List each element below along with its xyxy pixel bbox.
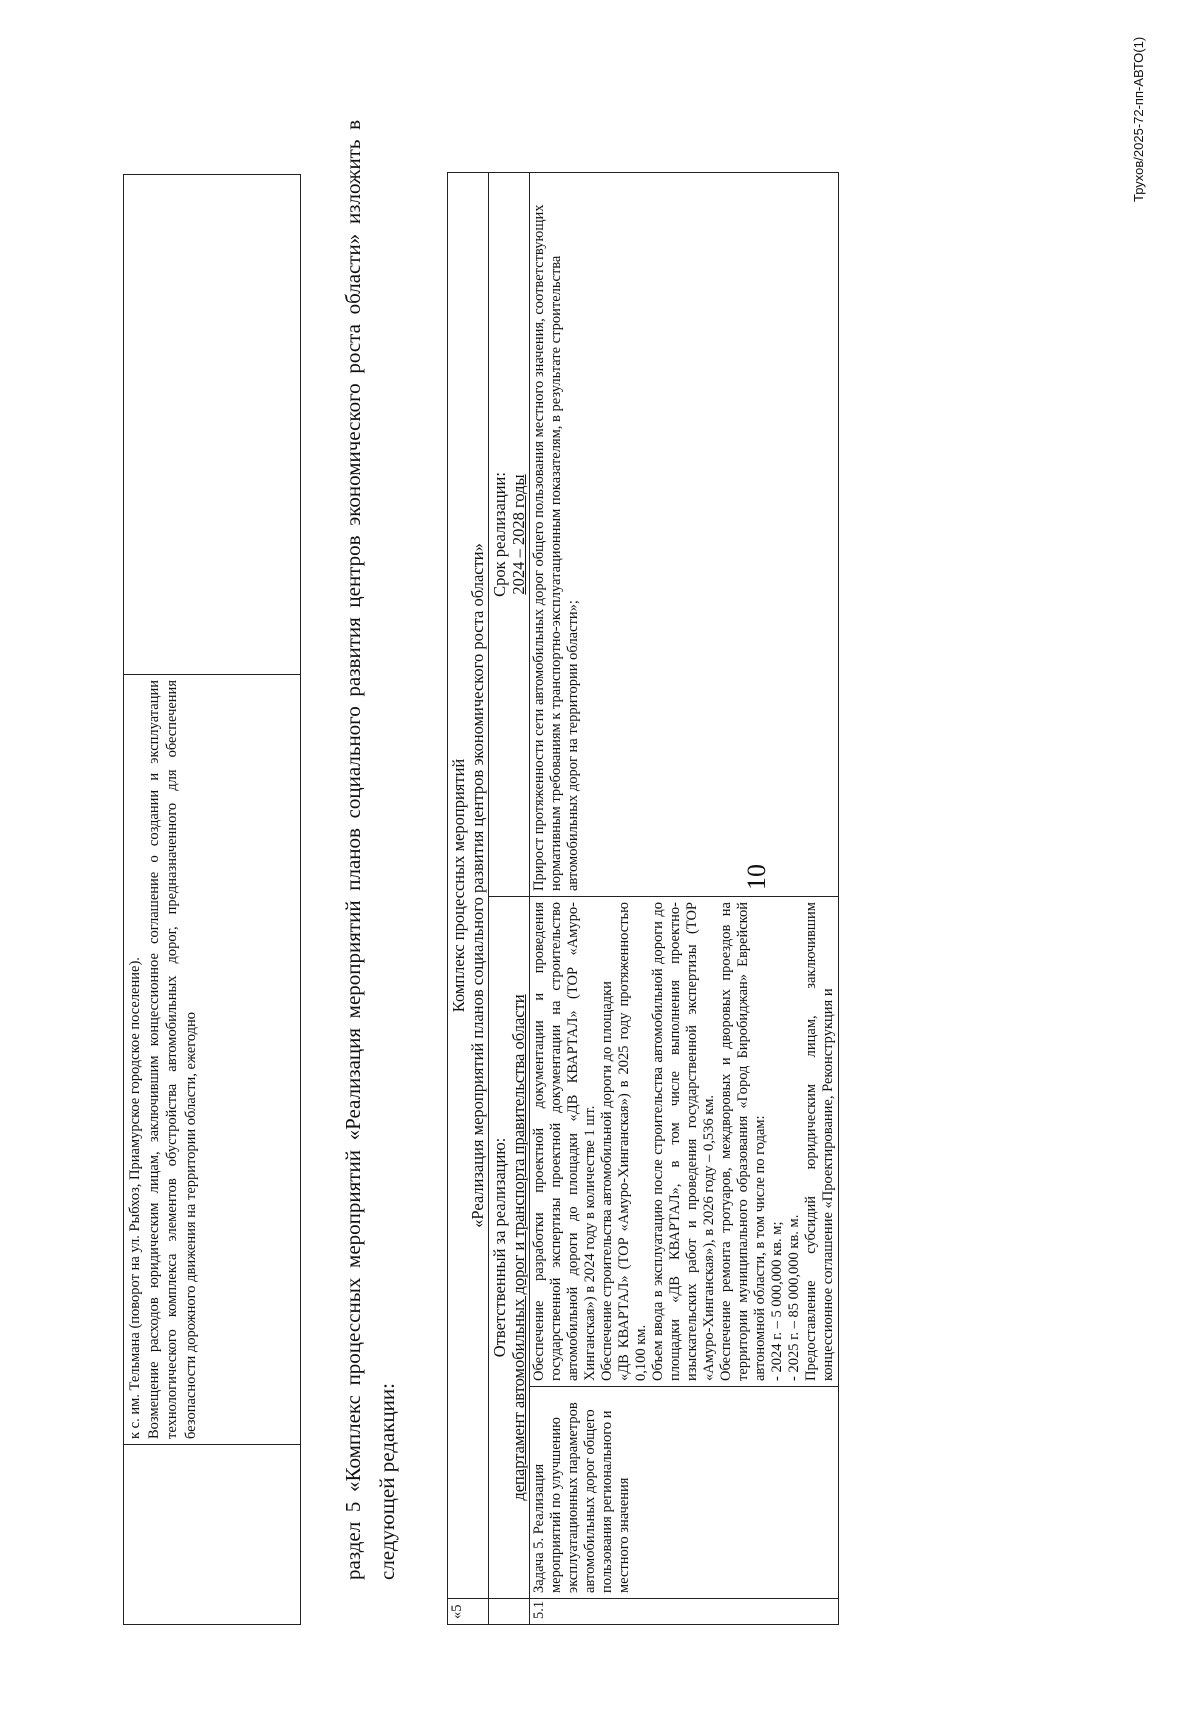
continuation-empty-cell-right [124,175,301,675]
measures-cell [530,897,839,1387]
continuation-table [123,174,301,1625]
section-heading: раздел 5 «Комплекс процессных мероприятий «Реализация мероприятий планов социального развития центров экономического роста области» изложить в следующей редакции: [341,120,399,1580]
continuation-paragraph-1: к с. им. Тельмана (поворот на ул. Рыбхоз, Приамурское городское поселение). [127,957,143,1439]
measure-year-item: - 2025 г. – 85 000,000 кв. м. [786,1214,802,1381]
process-measures-table [447,172,839,1625]
measure-paragraph: Предоставление субсидий юридическим лицам, заключившим концессионное соглашение «Проектирование, Реконструкция и [803,902,836,1381]
row-number-cell: 5.1 [530,1599,839,1625]
task-cell: Задача 5. Реализация мероприятий по улучшению эксплуатационных параметров автомобильных дорог общего пользования регионального и местного значения [530,1387,839,1599]
measure-paragraph: «ДВ КВАРТАЛ» (ТОР «Амуро-Хинганская») в 2025 году протяженностью 0,100 км. [616,902,649,1381]
measure-year-item: - 2024 г. – 5 000,000 кв. м; [769,1221,785,1381]
period-value: 2024 – 2028 годы [509,474,528,595]
continuation-empty-cell-left [124,1445,301,1625]
page-number: 10 [742,864,771,890]
measure-paragraph: Обеспечение разработки проектной документации и проведения государственной экспертизы проектной документации на строительство автомобильной дороги до площадки «ДВ КВАРТАЛ» (ТОР «Амуро-Хинганская») в 2024 году в количестве 1 шт. [531,902,598,1381]
empty-number-cell [489,1599,530,1625]
continuation-text-cell [124,675,301,1445]
quote-mark-cell: «5 [448,1599,489,1625]
table-title-line2: «Реализация мероприятий планов социального развития центров экономического роста области» [468,543,487,1228]
table-title-cell [448,172,489,1598]
responsible-label: Ответственный за реализацию: [490,1137,509,1358]
continuation-paragraph-2: Возмещение расходов юридическим лицам, заключившим концессионное соглашение о создании и эксплуатации технологического комплекса элементов обустройства автомобильных дорог, предназначенного для обеспечения безопасности дорожного движения на территории области, ежегодно [145,680,199,1439]
period-label: Срок реализации: [490,472,509,597]
responsible-value: департамент автомобильных дорог и транспорта правительства области [509,994,528,1501]
footer-document-code: Трухов/2025-72-пп-АВТО(1) [1131,36,1146,202]
measure-paragraph: Обеспечение ремонта тротуаров, междворовых и дворовых проездов на территории муниципального образования «Город Биробиджан» Еврейской автономной области, в том числе по годам: [718,902,768,1381]
responsible-cell [489,897,530,1599]
measure-paragraph: Обеспечение строительства автомобильной дороги до площадки [599,981,615,1381]
result-cell: Прирост протяженности сети автомобильных дорог общего пользования местного значения, соответствующих нормативным требованиям к транспортно-эксплуатационным показателям, в результате строительства автомобильных дорог на территории области»; [530,172,839,896]
period-cell [489,172,530,896]
measure-paragraph: Объем ввода в эксплуатацию после строительства автомобильной дороги до площадки «ДВ КВАРТАЛ», в том числе выполнения проектно-изыскательских работ и проведения государственной экспертизы (ТОР «Амуро-Хинганская»), в 2026 году – 0,536 км. [650,902,717,1381]
table-title-line1: Комплекс процессных мероприятий [449,758,468,1013]
